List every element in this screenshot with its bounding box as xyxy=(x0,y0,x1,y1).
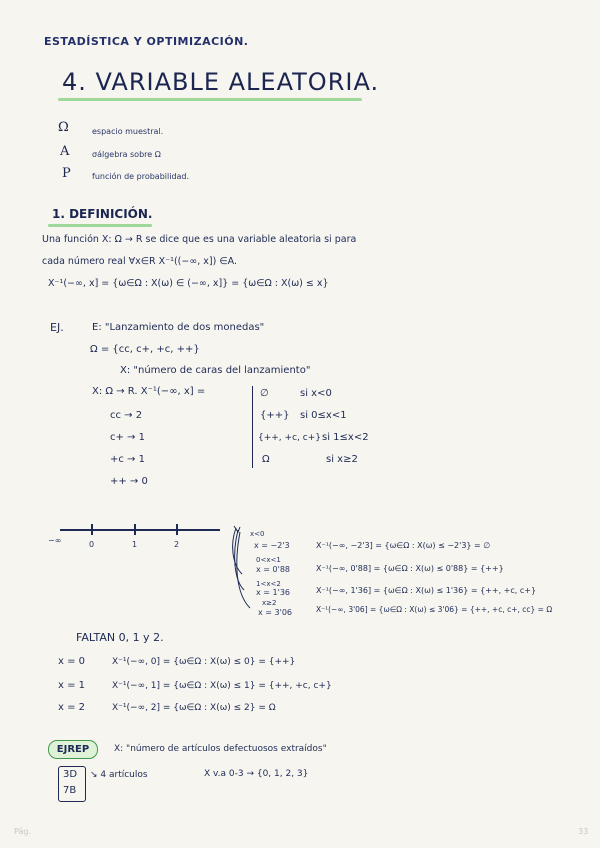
exercise-text: X: "número de artículos defectuosos extraídos" xyxy=(114,744,327,754)
exercise-draw: ↘ 4 artículos xyxy=(90,770,148,780)
exercise-badge xyxy=(48,740,98,759)
urn-good: 7B xyxy=(63,785,77,796)
def-symbol-omega: Ω xyxy=(58,120,69,135)
faltan-x: x = 2 xyxy=(58,702,86,713)
mapping-row: +c → 1 xyxy=(110,454,145,465)
faltan-x: x = 0 xyxy=(58,656,86,667)
interval-label: x≥2 xyxy=(262,599,277,607)
case-condition: si x<0 xyxy=(300,388,332,399)
case-condition: si x≥2 xyxy=(326,454,358,465)
mapping-row: c+ → 1 xyxy=(110,432,145,443)
axis-label: 1 xyxy=(132,540,138,549)
faltan-expr: X⁻¹(−∞, 0] = {ω∈Ω : X(ω) ≤ 0} = {++} xyxy=(112,657,296,667)
section-highlight xyxy=(48,224,152,227)
def-text: espacio muestral. xyxy=(92,127,164,136)
faltan-expr: X⁻¹(−∞, 2] = {ω∈Ω : X(ω) ≤ 2} = Ω xyxy=(112,703,276,713)
interval-value: x = 0'88 xyxy=(256,565,290,574)
case-set: Ω xyxy=(262,454,270,465)
evaluation-row: X⁻¹(−∞, 1'36] = {ω∈Ω : X(ω) ≤ 1'36} = {++, +c, c+} xyxy=(316,586,537,595)
evaluation-row: X⁻¹(−∞, 0'88] = {ω∈Ω : X(ω) ≤ 0'88} = {++} xyxy=(316,564,504,573)
case-brace xyxy=(252,386,259,468)
case-condition: si 1≤x<2 xyxy=(322,432,369,443)
title-highlight xyxy=(58,98,362,101)
axis-label: 2 xyxy=(174,540,180,549)
evaluation-row: X⁻¹(−∞, 3'06] = {ω∈Ω : X(ω) ≤ 3'06} = {++, +c, c+, cc} = Ω xyxy=(316,605,553,614)
faltan-heading: FALTAN 0, 1 y 2. xyxy=(76,631,164,644)
interval-value: x = 1'36 xyxy=(256,588,290,597)
exercise-badge-label: EJREP xyxy=(56,744,90,755)
interval-label: 0<x<1 xyxy=(256,556,281,564)
axis-label: 0 xyxy=(89,540,95,549)
axis-tick xyxy=(176,524,178,535)
urn-defective: 3D xyxy=(63,769,78,780)
def-text: σálgebra sobre Ω xyxy=(92,150,161,159)
axis-tick xyxy=(91,524,93,535)
faltan-x: x = 1 xyxy=(58,680,86,691)
case-set: ∅ xyxy=(260,388,269,399)
exercise-range: X v.a 0-3 → {0, 1, 2, 3} xyxy=(204,769,309,779)
number-line xyxy=(60,529,220,531)
definition-line: Una función X: Ω → R se dice que es una variable aleatoria si para xyxy=(42,234,357,245)
axis-label: −∞ xyxy=(48,536,62,545)
def-symbol-p: P xyxy=(62,166,71,181)
case-set: {++} xyxy=(260,410,290,421)
case-set: {++, +c, c+} xyxy=(258,433,321,443)
footer-page-number: 33 xyxy=(578,827,589,836)
def-symbol-a: A xyxy=(60,144,70,159)
course-header: ESTADÍSTICA Y OPTIMIZACIÓN. xyxy=(44,35,249,48)
mapping-row: cc → 2 xyxy=(110,410,143,421)
interval-value: x = 3'06 xyxy=(258,608,292,617)
example-experiment: E: "Lanzamiento de dos monedas" xyxy=(92,322,265,333)
mapping-row: ++ → 0 xyxy=(110,476,148,487)
def-text: función de probabilidad. xyxy=(92,172,190,181)
evaluation-row: X⁻¹(−∞, −2'3] = {ω∈Ω : X(ω) ≤ −2'3} = ∅ xyxy=(316,541,491,550)
interval-value: x = −2'3 xyxy=(254,541,290,550)
faltan-expr: X⁻¹(−∞, 1] = {ω∈Ω : X(ω) ≤ 1} = {++, +c, c+} xyxy=(112,681,332,691)
example-sample-space: Ω = {cc, c+, +c, ++} xyxy=(90,344,200,355)
definition-line: cada número real ∀x∈R X⁻¹((−∞, x]) ∈A. xyxy=(42,256,237,267)
definition-formula: X⁻¹(−∞, x] = {ω∈Ω : X(ω) ∈ (−∞, x]} = {ω∈Ω : X(ω) ≤ x} xyxy=(48,278,329,289)
page-title: 4. VARIABLE ALEATORIA. xyxy=(62,68,380,96)
example-variable: X: "número de caras del lanzamiento" xyxy=(120,365,311,376)
interval-label: x<0 xyxy=(250,530,265,538)
case-condition: si 0≤x<1 xyxy=(300,410,347,421)
example-mapping-def: X: Ω → R. X⁻¹(−∞, x] = xyxy=(92,386,206,397)
axis-tick xyxy=(134,524,136,535)
interval-label: 1<x<2 xyxy=(256,580,281,588)
example-label: EJ. xyxy=(50,321,64,334)
section-heading: 1. DEFINICIÓN. xyxy=(52,207,153,221)
footer-page-label: Pág. xyxy=(14,827,31,836)
